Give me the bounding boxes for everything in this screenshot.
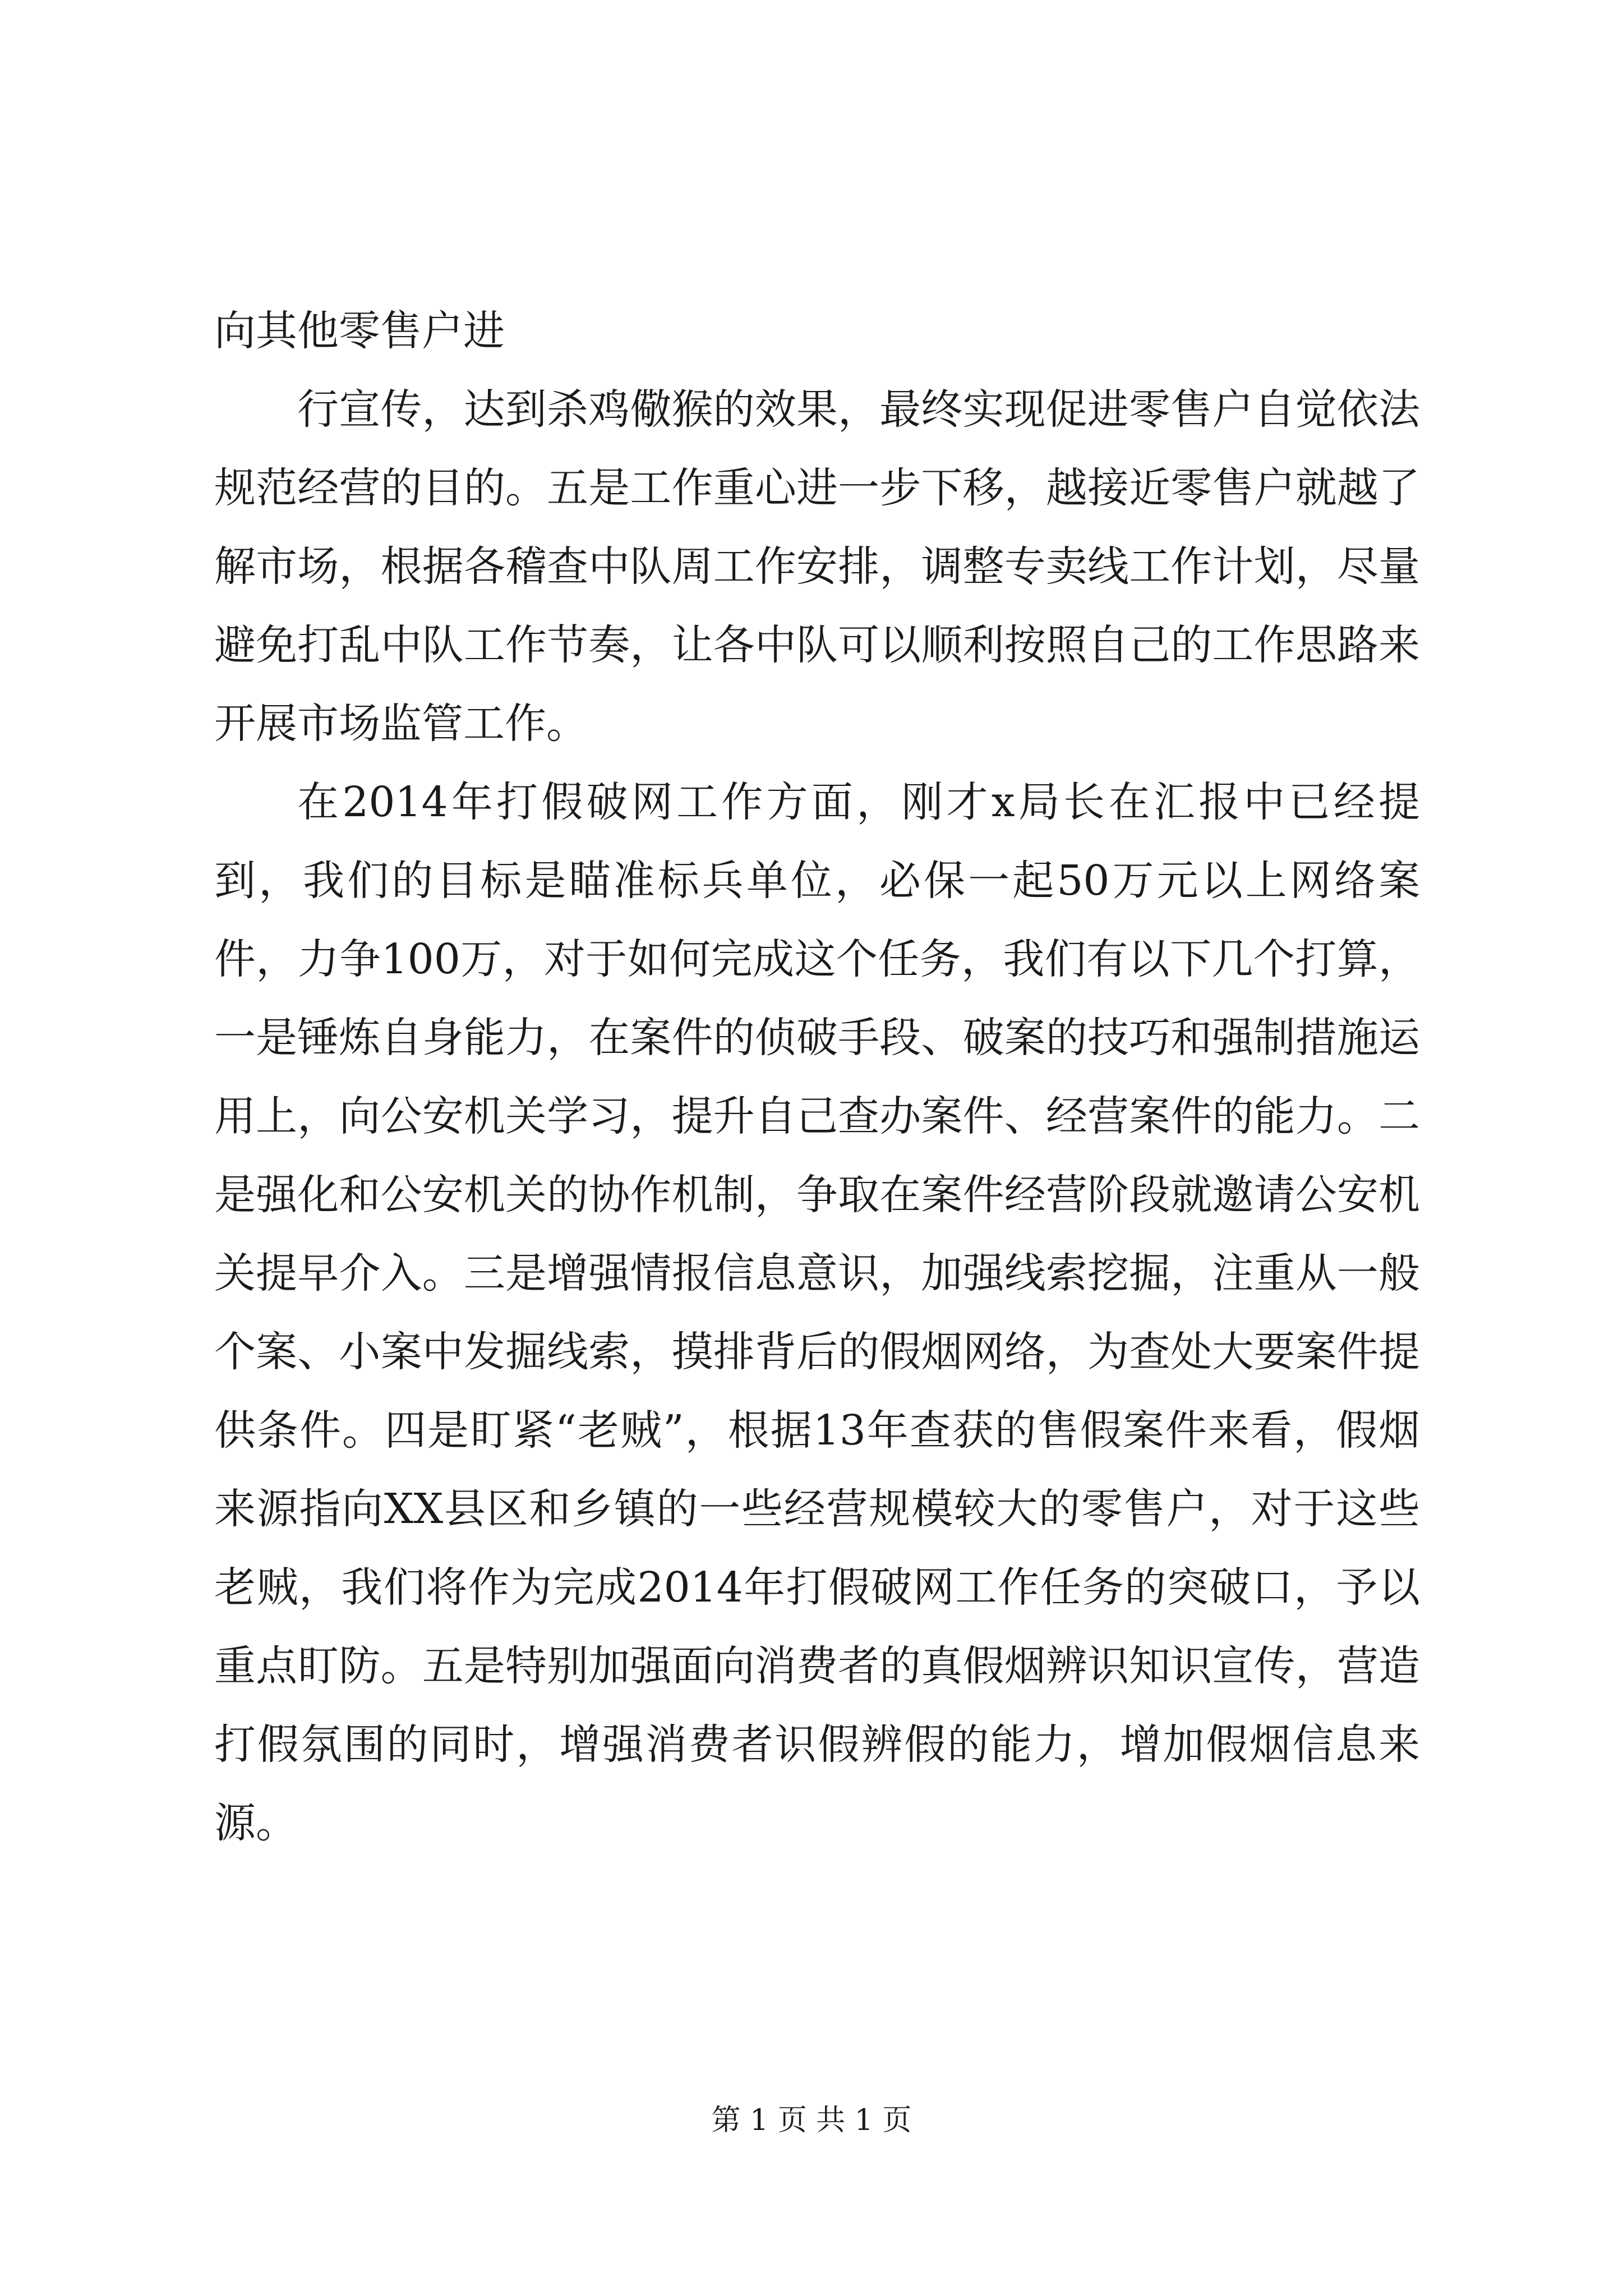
- page-number-label: 第 1 页 共 1 页: [711, 2104, 912, 2137]
- paragraph-market-supervision: 行宣传，达到杀鸡儆猴的效果，最终实现促进零售户自觉依法规范经营的目的。五是工作重心进一步下移，越接近零售户就越了解市场，根据各稽查中队周工作安排，调整专卖线工作计划，尽量避免打乱中队工作节奏，让各中队可以顺利按照自己的工作思路来开展市场监管工作。: [214, 385, 1420, 748]
- paragraph-continuation: 向其他零售户进: [214, 307, 505, 355]
- paragraph-anti-counterfeit: 在2014年打假破网工作方面，刚才x局长在汇报中已经提到，我们的目标是瞄准标兵单位，必保一起50万元以上网络案件，力争100万，对于如何完成这个任务，我们有以下几个打算，一是锤炼自身能力，在案件的侦破手段、破案的技巧和强制措施运用上，向公安机关学习，提升自己查办案件、经营案件的能力。二是强化和公安机关的协作机制，争取在案件经营阶段就邀请公安机关提早介入。三是增强情报信息意识，加强线索挖掘，注重从一般个案、小案中发掘线索，摸排背后的假烟网络，为查处大要案件提供条件。四是盯紧“老贼”，根据13年查获的售假案件来看，假烟来源指向XX县区和乡镇的一些经营规模较大的零售户，对于这些老贼，我们将作为完成2014年打假破网工作任务的突破口，予以重点盯防。五是特别加强面向消费者的真假烟辨识知识宣传，营造打假氛围的同时，增强消费者识假辨假的能力，增加假烟信息来源。: [214, 778, 1420, 1847]
- page-footer: [0, 2098, 1623, 2143]
- document-body: [214, 292, 1420, 1862]
